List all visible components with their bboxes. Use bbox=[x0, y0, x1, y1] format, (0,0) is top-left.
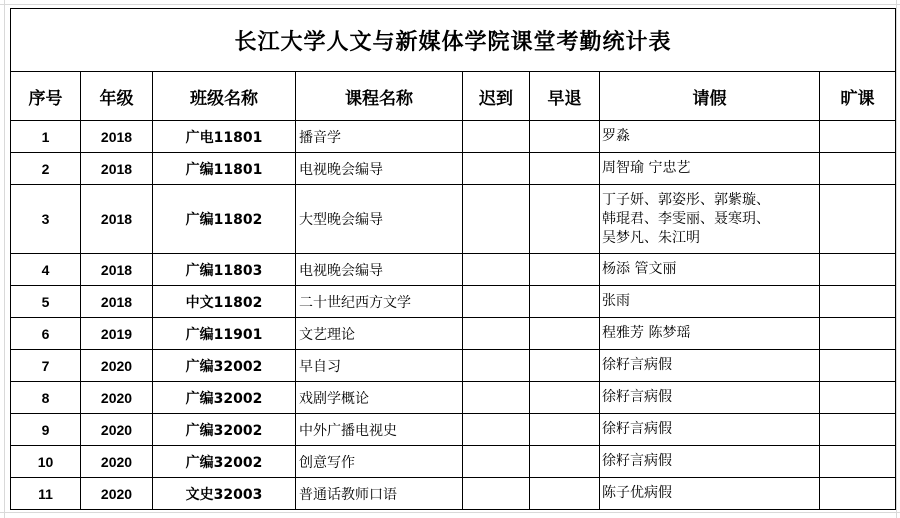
table-row bbox=[11, 414, 896, 446]
cell-class[interactable]: 中文11802 bbox=[153, 286, 296, 318]
cell-absent[interactable] bbox=[820, 318, 896, 350]
header-no[interactable]: 序号 bbox=[11, 72, 81, 121]
cell-course[interactable]: 创意写作 bbox=[296, 446, 463, 478]
cell-course[interactable]: 大型晚会编导 bbox=[296, 185, 463, 254]
sheet-gridline bbox=[4, 0, 5, 518]
cell-grade[interactable]: 2018 bbox=[81, 185, 153, 254]
table-body bbox=[11, 121, 896, 510]
header-row bbox=[11, 72, 896, 121]
header-early[interactable]: 早退 bbox=[530, 72, 600, 121]
cell-course[interactable]: 中外广播电视史 bbox=[296, 414, 463, 446]
attendance-sheet bbox=[10, 8, 895, 510]
cell-class[interactable]: 广编11801 bbox=[153, 153, 296, 185]
cell-absent[interactable] bbox=[820, 350, 896, 382]
cell-course[interactable]: 文艺理论 bbox=[296, 318, 463, 350]
cell-class[interactable]: 文史32003 bbox=[153, 478, 296, 510]
cell-no[interactable]: 3 bbox=[11, 185, 81, 254]
cell-class[interactable]: 广编32002 bbox=[153, 414, 296, 446]
cell-class[interactable]: 广编32002 bbox=[153, 350, 296, 382]
cell-late[interactable] bbox=[463, 185, 530, 254]
cell-grade[interactable]: 2020 bbox=[81, 414, 153, 446]
cell-course[interactable]: 早自习 bbox=[296, 350, 463, 382]
cell-grade[interactable]: 2020 bbox=[81, 382, 153, 414]
cell-leave[interactable]: 徐籽言病假 bbox=[600, 382, 820, 414]
cell-late[interactable] bbox=[463, 153, 530, 185]
cell-class[interactable]: 广编11803 bbox=[153, 254, 296, 286]
cell-course[interactable]: 普通话教师口语 bbox=[296, 478, 463, 510]
cell-no[interactable]: 6 bbox=[11, 318, 81, 350]
table-row bbox=[11, 446, 896, 478]
cell-leave[interactable]: 周智瑜 宁忠艺 bbox=[600, 153, 820, 185]
table-row bbox=[11, 286, 896, 318]
cell-class[interactable]: 广编32002 bbox=[153, 446, 296, 478]
header-class[interactable]: 班级名称 bbox=[153, 72, 296, 121]
table-row bbox=[11, 153, 896, 185]
cell-no[interactable]: 8 bbox=[11, 382, 81, 414]
table-row bbox=[11, 478, 896, 510]
cell-leave[interactable]: 徐籽言病假 bbox=[600, 446, 820, 478]
cell-early[interactable] bbox=[530, 478, 600, 510]
cell-leave[interactable]: 杨添 管文丽 bbox=[600, 254, 820, 286]
table-row bbox=[11, 254, 896, 286]
header-absent[interactable]: 旷课 bbox=[820, 72, 896, 121]
cell-early[interactable] bbox=[530, 318, 600, 350]
header-late[interactable]: 迟到 bbox=[463, 72, 530, 121]
cell-early[interactable] bbox=[530, 254, 600, 286]
cell-leave[interactable]: 丁子妍、郭姿彤、郭紫璇、 韩琨君、李雯丽、聂寒玥、 吴梦凡、朱江明 bbox=[600, 185, 820, 254]
cell-absent[interactable] bbox=[820, 446, 896, 478]
cell-leave[interactable]: 徐籽言病假 bbox=[600, 414, 820, 446]
sheet-gridline bbox=[896, 0, 897, 518]
cell-course[interactable]: 播音学 bbox=[296, 121, 463, 153]
cell-no[interactable]: 10 bbox=[11, 446, 81, 478]
cell-course[interactable]: 二十世纪西方文学 bbox=[296, 286, 463, 318]
cell-leave[interactable]: 罗淼 bbox=[600, 121, 820, 153]
sheet-gridline bbox=[0, 4, 900, 5]
cell-absent[interactable] bbox=[820, 478, 896, 510]
cell-grade[interactable]: 2020 bbox=[81, 478, 153, 510]
cell-grade[interactable]: 2018 bbox=[81, 153, 153, 185]
header-grade[interactable]: 年级 bbox=[81, 72, 153, 121]
cell-no[interactable]: 1 bbox=[11, 121, 81, 153]
cell-absent[interactable] bbox=[820, 153, 896, 185]
cell-late[interactable] bbox=[463, 286, 530, 318]
cell-grade[interactable]: 2020 bbox=[81, 350, 153, 382]
cell-early[interactable] bbox=[530, 185, 600, 254]
cell-class[interactable]: 广编32002 bbox=[153, 382, 296, 414]
sheet-gridline bbox=[0, 512, 900, 513]
cell-grade[interactable]: 2018 bbox=[81, 254, 153, 286]
cell-late[interactable] bbox=[463, 478, 530, 510]
cell-late[interactable] bbox=[463, 121, 530, 153]
cell-leave[interactable]: 张雨 bbox=[600, 286, 820, 318]
cell-grade[interactable]: 2018 bbox=[81, 121, 153, 153]
cell-no[interactable]: 9 bbox=[11, 414, 81, 446]
cell-early[interactable] bbox=[530, 446, 600, 478]
cell-absent[interactable] bbox=[820, 185, 896, 254]
cell-grade[interactable]: 2018 bbox=[81, 286, 153, 318]
table-row bbox=[11, 350, 896, 382]
cell-absent[interactable] bbox=[820, 286, 896, 318]
cell-early[interactable] bbox=[530, 286, 600, 318]
cell-no[interactable]: 4 bbox=[11, 254, 81, 286]
cell-no[interactable]: 7 bbox=[11, 350, 81, 382]
cell-early[interactable] bbox=[530, 153, 600, 185]
cell-absent[interactable] bbox=[820, 414, 896, 446]
cell-grade[interactable]: 2020 bbox=[81, 446, 153, 478]
cell-course[interactable]: 戏剧学概论 bbox=[296, 382, 463, 414]
cell-course[interactable]: 电视晚会编导 bbox=[296, 254, 463, 286]
cell-early[interactable] bbox=[530, 350, 600, 382]
sheet-title[interactable]: 长江大学人文与新媒体学院课堂考勤统计表 bbox=[11, 9, 896, 72]
cell-late[interactable] bbox=[463, 254, 530, 286]
header-course[interactable]: 课程名称 bbox=[296, 72, 463, 121]
cell-late[interactable] bbox=[463, 414, 530, 446]
cell-early[interactable] bbox=[530, 414, 600, 446]
cell-class[interactable]: 广电11801 bbox=[153, 121, 296, 153]
cell-course[interactable]: 电视晚会编导 bbox=[296, 153, 463, 185]
cell-absent[interactable] bbox=[820, 121, 896, 153]
cell-leave[interactable]: 徐籽言病假 bbox=[600, 350, 820, 382]
cell-class[interactable]: 广编11802 bbox=[153, 185, 296, 254]
cell-late[interactable] bbox=[463, 446, 530, 478]
cell-early[interactable] bbox=[530, 382, 600, 414]
table-row bbox=[11, 121, 896, 153]
cell-late[interactable] bbox=[463, 318, 530, 350]
header-leave[interactable]: 请假 bbox=[600, 72, 820, 121]
cell-no[interactable]: 5 bbox=[11, 286, 81, 318]
table-row bbox=[11, 185, 896, 254]
cell-late[interactable] bbox=[463, 350, 530, 382]
cell-early[interactable] bbox=[530, 121, 600, 153]
attendance-table bbox=[10, 8, 896, 510]
table-row bbox=[11, 318, 896, 350]
cell-leave[interactable]: 程雅芳 陈梦瑶 bbox=[600, 318, 820, 350]
cell-absent[interactable] bbox=[820, 382, 896, 414]
cell-absent[interactable] bbox=[820, 254, 896, 286]
cell-grade[interactable]: 2019 bbox=[81, 318, 153, 350]
cell-class[interactable]: 广编11901 bbox=[153, 318, 296, 350]
table-row bbox=[11, 382, 896, 414]
cell-no[interactable]: 11 bbox=[11, 478, 81, 510]
cell-leave[interactable]: 陈子优病假 bbox=[600, 478, 820, 510]
cell-late[interactable] bbox=[463, 382, 530, 414]
cell-no[interactable]: 2 bbox=[11, 153, 81, 185]
